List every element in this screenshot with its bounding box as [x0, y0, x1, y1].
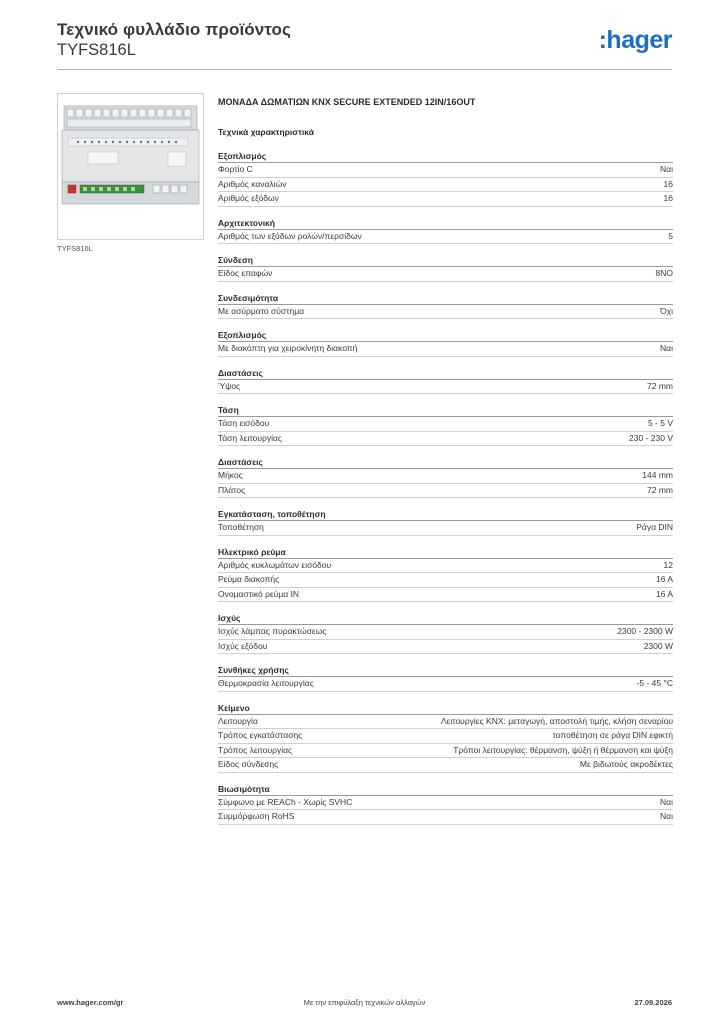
knx-module-illustration — [58, 94, 203, 239]
spec-value: Ράγα DIN — [636, 522, 673, 532]
spec-value: 12 — [663, 559, 673, 570]
spec-value: -5 - 45 °C — [636, 678, 673, 688]
spec-row — [218, 744, 673, 759]
spec-label: Φορτίο C — [218, 164, 253, 174]
spec-group — [218, 612, 673, 654]
spec-label: Τοποθέτηση — [218, 522, 264, 532]
product-name-heading: ΜΟΝΑΔΑ ΔΩΜΑΤΙΩΝ KNX SECURE EXTENDED 12IN/16OUT — [218, 97, 476, 107]
spec-row — [218, 163, 673, 178]
spec-group — [218, 292, 673, 320]
spec-group-title: Εγκατάσταση, τοποθέτηση — [218, 508, 673, 521]
spec-value: 16 — [663, 193, 673, 203]
spec-row — [218, 559, 673, 574]
spec-row — [218, 796, 673, 811]
spec-value: 16 — [663, 178, 673, 189]
spec-label: Τρόπος εγκατάστασης — [218, 730, 303, 740]
spec-sheet — [218, 97, 673, 825]
spec-label: Είδος σύνδεσης — [218, 759, 279, 769]
spec-value: 144 mm — [642, 470, 673, 480]
spec-value: 5 - 5 V — [647, 418, 673, 428]
spec-group — [218, 508, 673, 536]
spec-group — [218, 546, 673, 603]
spec-value: 16 A — [655, 574, 673, 584]
spec-label: Αριθμός των εξόδων ρολών/περσίδων — [218, 230, 362, 241]
spec-row — [218, 758, 673, 773]
spec-group — [218, 456, 673, 498]
spec-value: Ναι — [660, 343, 673, 353]
spec-group — [218, 702, 673, 773]
spec-row — [218, 640, 673, 655]
spec-group-title: Διαστάσεις — [218, 456, 673, 469]
spec-value: Λειτουργίες KNX: μεταγωγή, αποστολή τιμής, κλήση σεναρίου — [440, 715, 673, 726]
spec-label: Πλάτος — [218, 484, 246, 495]
spec-label: Με ασύρματο σύστημα — [218, 305, 305, 316]
spec-value: Ναι — [660, 164, 673, 174]
spec-label: Αριθμός εξόδων — [218, 193, 279, 203]
technical-characteristics-title: Τεχνικά χαρακτηριστικά — [218, 127, 314, 137]
spec-value: Ναι — [660, 811, 673, 821]
spec-groups — [218, 150, 673, 825]
spec-group-title: Ηλεκτρικό ρεύμα — [218, 546, 673, 559]
spec-value: τοποθέτηση σε ράγα DIN εφικτή — [552, 730, 673, 740]
spec-group — [218, 664, 673, 692]
product-image — [57, 93, 204, 240]
spec-group — [218, 254, 673, 282]
spec-label: Αριθμός καναλιών — [218, 178, 287, 189]
spec-group — [218, 329, 673, 357]
spec-row — [218, 192, 673, 207]
spec-value: Με βιδωτούς ακροδέκτες — [579, 759, 673, 769]
spec-label: Είδος επαφών — [218, 268, 273, 278]
spec-group-title: Διαστάσεις — [218, 367, 673, 380]
spec-value: 72 mm — [647, 380, 673, 391]
spec-label: Συμμόρφωση RoHS — [218, 811, 295, 821]
spec-value: 72 mm — [647, 484, 673, 495]
spec-group-title: Βιωσιμότητα — [218, 783, 673, 796]
spec-value: 2300 - 2300 W — [617, 626, 673, 636]
spec-group — [218, 217, 673, 245]
spec-group-title: Συνθήκες χρήσης — [218, 664, 673, 677]
spec-label: Σύμφωνο με REACh - Χωρίς SVHC — [218, 796, 353, 807]
spec-row — [218, 342, 673, 357]
footer-url[interactable]: www.hager.com/gr — [57, 998, 124, 1007]
page-footer — [57, 998, 672, 1010]
spec-label: Αριθμός κυκλωμάτων εισόδου — [218, 559, 332, 570]
spec-value: 16 A — [655, 588, 673, 599]
spec-label: Θερμοκρασία λειτουργίας — [218, 678, 314, 688]
spec-group-title: Ισχύς — [218, 612, 673, 625]
spec-row — [218, 625, 673, 640]
spec-group-title: Κείμενο — [218, 702, 673, 715]
spec-label: Ισχύς εξόδου — [218, 640, 268, 651]
document-title: Τεχνικό φυλλάδιο προϊόντος — [57, 20, 291, 39]
spec-group-title: Εξοπλισμός — [218, 150, 673, 163]
product-code: TYFS816L — [57, 41, 136, 59]
footer-date: 27.09.2026 — [634, 998, 672, 1007]
spec-label: Ύψος — [218, 380, 241, 391]
spec-row — [218, 521, 673, 536]
spec-row — [218, 230, 673, 245]
header-divider — [57, 69, 672, 70]
spec-value: Τρόποι λειτουργίας: θέρμανση, ψύξη ή θέρμανση και ψύξη — [453, 744, 673, 755]
spec-label: Ισχύς λάμπας πυρακτώσεως — [218, 626, 327, 636]
spec-row — [218, 588, 673, 603]
spec-row — [218, 677, 673, 692]
spec-group — [218, 404, 673, 446]
spec-group — [218, 367, 673, 395]
spec-row — [218, 380, 673, 395]
spec-label: Λειτουργία — [218, 715, 258, 726]
spec-value: Ναι — [660, 796, 673, 807]
spec-label: Με διακόπτη για χειροκίνητη διακοπή — [218, 343, 358, 353]
product-image-caption: TYFS816L — [57, 244, 93, 253]
spec-group-title: Συνδεσιμότητα — [218, 292, 673, 305]
hager-logo[interactable]: :hager — [598, 26, 672, 54]
page-header — [57, 20, 672, 70]
spec-value: 2300 W — [643, 640, 673, 651]
footer-note: Με την επιφύλαξη τεχνικών αλλαγών — [303, 998, 426, 1007]
spec-value: 5 — [668, 230, 673, 241]
spec-row — [218, 469, 673, 484]
spec-row — [218, 484, 673, 499]
spec-group — [218, 783, 673, 825]
spec-row — [218, 715, 673, 730]
spec-row — [218, 573, 673, 588]
spec-row — [218, 178, 673, 193]
spec-row — [218, 305, 673, 320]
spec-group-title: Αρχιτεκτονική — [218, 217, 673, 230]
spec-label: Μήκος — [218, 470, 243, 480]
spec-row — [218, 432, 673, 447]
spec-value: 230 - 230 V — [629, 432, 673, 443]
spec-label: Ονομαστικό ρεύμα IN — [218, 588, 300, 599]
spec-label: Ρεύμα διακοπής — [218, 574, 280, 584]
spec-row — [218, 729, 673, 744]
spec-group-title: Τάση — [218, 404, 673, 417]
spec-row — [218, 417, 673, 432]
spec-group-title: Σύνδεση — [218, 254, 673, 267]
spec-group-title: Εξοπλισμός — [218, 329, 673, 342]
spec-label: Τάση εισόδου — [218, 418, 270, 428]
spec-row — [218, 810, 673, 825]
spec-label: Τρόπος λειτουργίας — [218, 744, 293, 755]
spec-label: Τάση λειτουργίας — [218, 432, 283, 443]
spec-value: Όχι — [660, 305, 673, 316]
spec-value: 8NO — [655, 268, 673, 278]
spec-group — [218, 150, 673, 207]
spec-row — [218, 267, 673, 282]
